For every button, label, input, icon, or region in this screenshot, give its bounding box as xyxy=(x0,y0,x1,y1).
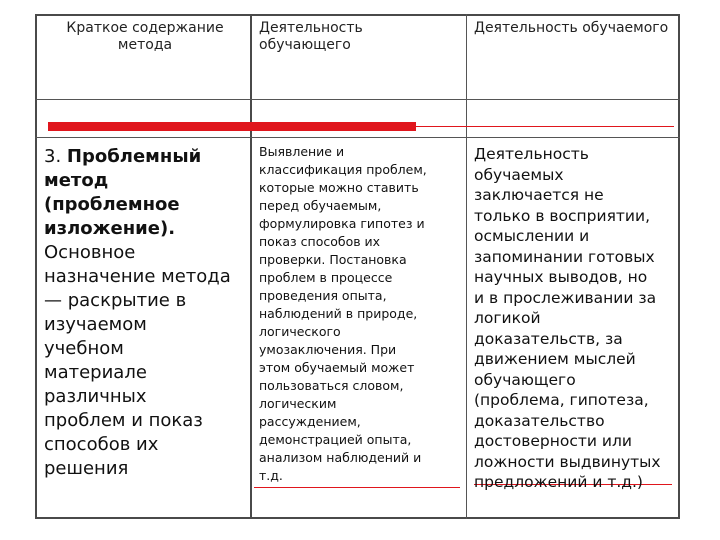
student-activity-cell: Деятельность обучаемых заключается не только в восприятии, осмыслении и запоминании готовых научных выводов, но и в прослеживании за логикой доказательств, за движением мыслей обучающего (проблема, гипотеза, доказательство достоверности или ложности выдвинутых предложений и т.д.) xyxy=(474,145,661,491)
method-number: 3. xyxy=(44,146,67,167)
header-summary: Краткое содержание метода xyxy=(66,20,224,53)
header-divider xyxy=(35,99,680,100)
method-summary-cell xyxy=(44,145,250,481)
teacher-activity-cell: Выявление и классификация проблем, которые можно ставить перед обучаемым, формулировка гипотез и показ способов их проверки. Постановка проблем в процессе проведения опыта, наблюдений в природе, логического умозаключения. При этом обучаемый может пользоваться словом, логическим рассуждением, демонстрацией опыта, анализом наблюдений и т.д. xyxy=(259,144,427,483)
header-teacher-activity: Деятельность обучающего xyxy=(259,20,363,53)
red-accent-bar xyxy=(48,122,416,131)
row-divider xyxy=(35,137,680,138)
column-divider-2 xyxy=(466,14,467,519)
column-divider-1 xyxy=(250,14,252,519)
red-accent-line xyxy=(416,126,674,127)
method-title: Проблемный метод (проблемное изложение). xyxy=(44,146,202,239)
red-underline-2 xyxy=(254,487,460,488)
header-student-activity: Деятельность обучаемого xyxy=(474,20,669,36)
method-description: Основное назначение метода — раскрытие в изучаемом учебном материале различных проблем и показ способов их решения xyxy=(44,242,231,479)
